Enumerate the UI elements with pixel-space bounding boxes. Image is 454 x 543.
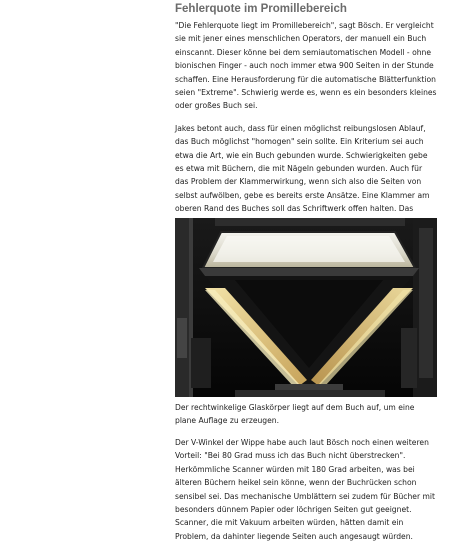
article-bottom: [175, 436, 437, 543]
paragraph-1: "Die Fehlerquote liegt im Promillebereich", sagt Bösch. Er vergleicht sie mit jener eines menschlichen Operators, der manuell ein Buch einscannt. Dieser könne bei dem semiautomatischen Modell - ohne bionischen Finger - auch noch immer etwa 900 Seiten in der Stunde schaffen. Eine Herausforderung für die automatische Blätterfunktion seien "Extreme". Schwierig werde es, wenn es ein besonders kleines oder großes Buch sei.: [175, 21, 437, 111]
section-heading: Fehlerquote im Promillebereich: [175, 3, 347, 15]
article-top: [175, 0, 437, 243]
scanner-photo: [175, 218, 437, 397]
figure-caption: Der rechtwinkelige Glaskörper liegt auf dem Buch auf, um eine plane Auflage zu erzeugen.: [175, 403, 415, 426]
paragraph-2: Jakes betont auch, dass für einen möglichst reibungslosen Ablauf, das Buch möglichst "homogen" sein sollte. Ein Kriterium sei auch etwa die Art, wie ein Buch gebunden wurde. Schwierigkeiten gebe es etwa mit Büchern, die mit Nägeln gebunden wurden. Auch für das Problem der Klammerwirkung, wenn sich also die Seiten von selbst aufwölben, gebe es bereits erste Ansätze. Eine Klammer am oberen Rand des Buches soll das Schriftwerk offen halten. Das: [175, 123, 430, 214]
figure-caption-block: [175, 401, 437, 428]
paragraph-3: Der V-Winkel der Wippe habe auch laut Bösch noch einen weiteren Vorteil: "Bei 80 Grad muss ich das Buch nicht überstrecken". Herkömmliche Scanner würden mit 180 Grad arbeiten, was bei älteren Büchern heikel sein könne, wenn der Buchrücken schon sensibel sei. Das mechanische Umblättern sei zudem für Bücher mit besonders dünnem Papier oder löchrigen Seiten gut geeignet. Scanner, die mit Vakuum arbeiten würden, hätten damit ein Problem, da dahinter liegende Seiten auch angesaugt würden.: [175, 438, 435, 541]
